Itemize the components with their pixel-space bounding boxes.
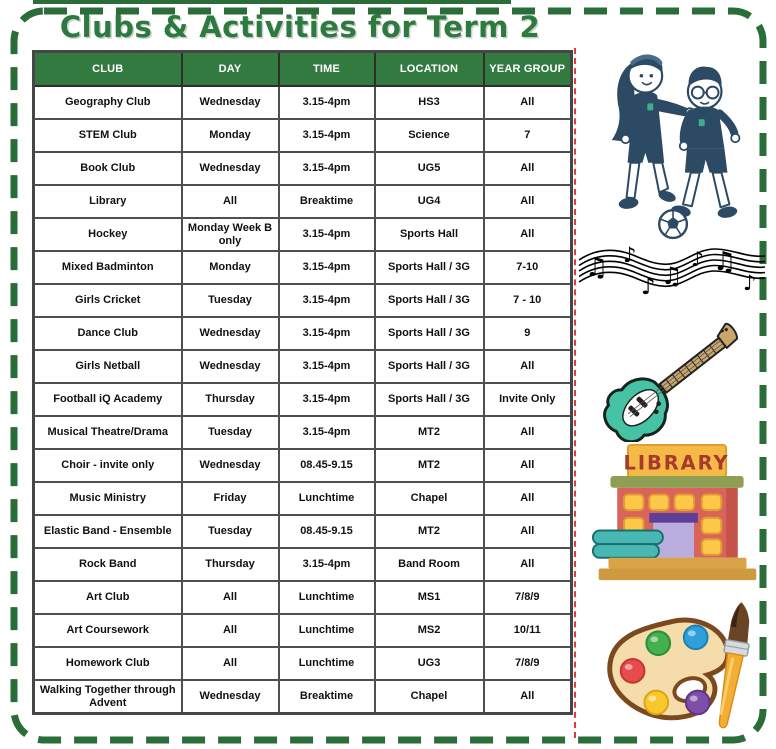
table-cell: Wednesday [182, 680, 279, 714]
table-cell: Thursday [182, 383, 279, 416]
table-cell: MT2 [375, 449, 484, 482]
table-cell: STEM Club [34, 119, 182, 152]
table-cell: All [484, 218, 572, 251]
table-cell: Sports Hall / 3G [375, 284, 484, 317]
table-row [34, 680, 572, 714]
table-cell: Geography Club [34, 86, 182, 119]
table-cell: 10/11 [484, 614, 572, 647]
table-cell: Lunchtime [279, 614, 375, 647]
svg-text:♫: ♫ [661, 262, 683, 290]
table-cell: MT2 [375, 515, 484, 548]
column-header: CLUB [34, 52, 182, 87]
library-illustration [584, 443, 770, 589]
table-cell: Monday [182, 119, 279, 152]
table-header-row [34, 52, 572, 87]
table-cell: Football iQ Academy [34, 383, 182, 416]
table-row [34, 581, 572, 614]
table-cell: All [484, 680, 572, 714]
guitar-illustration [597, 298, 765, 447]
table-cell: Choir - invite only [34, 449, 182, 482]
table-cell: 3.15-4pm [279, 317, 375, 350]
table-row [34, 86, 572, 119]
table-cell: Tuesday [182, 284, 279, 317]
table-cell: All [484, 185, 572, 218]
table-row [34, 251, 572, 284]
table-cell: Tuesday [182, 416, 279, 449]
table-cell: Breaktime [279, 680, 375, 714]
table-row [34, 515, 572, 548]
page-title: Clubs & Activities for Term 2 [59, 10, 541, 44]
table-cell: Science [375, 119, 484, 152]
table-cell: 3.15-4pm [279, 548, 375, 581]
table-cell: All [182, 185, 279, 218]
table-cell: All [484, 449, 572, 482]
library-building-icon [584, 443, 770, 584]
clubs-table [32, 50, 573, 715]
table-cell: Sports Hall / 3G [375, 350, 484, 383]
table-cell: Band Room [375, 548, 484, 581]
table-cell: All [484, 482, 572, 515]
table-row [34, 614, 572, 647]
table-cell: 3.15-4pm [279, 152, 375, 185]
table-cell: Thursday [182, 548, 279, 581]
table-cell: Musical Theatre/Drama [34, 416, 182, 449]
table-cell: 3.15-4pm [279, 251, 375, 284]
table-cell: 7 - 10 [484, 284, 572, 317]
table-cell: All [484, 152, 572, 185]
table-cell: Chapel [375, 680, 484, 714]
svg-text:♪: ♪ [641, 274, 656, 300]
column-header: TIME [279, 52, 375, 87]
table-cell: All [484, 86, 572, 119]
table-row [34, 317, 572, 350]
table-row [34, 383, 572, 416]
soccer-kids-icon [588, 42, 766, 240]
table-cell: All [484, 515, 572, 548]
table-cell: Homework Club [34, 647, 182, 680]
table-cell: 3.15-4pm [279, 416, 375, 449]
table-cell: Art Club [34, 581, 182, 614]
table-cell: Rock Band [34, 548, 182, 581]
table-cell: 08.45-9.15 [279, 449, 375, 482]
table-cell: Wednesday [182, 86, 279, 119]
table-cell: 7/8/9 [484, 647, 572, 680]
svg-text:♪: ♪ [743, 271, 757, 295]
table-cell: Invite Only [484, 383, 572, 416]
table-cell: 08.45-9.15 [279, 515, 375, 548]
table-cell: Elastic Band - Ensemble [34, 515, 182, 548]
table-cell: Lunchtime [279, 647, 375, 680]
table-cell: Lunchtime [279, 482, 375, 515]
table-cell: Walking Together through Advent [34, 680, 182, 714]
table-cell: Dance Club [34, 317, 182, 350]
column-header: DAY [182, 52, 279, 87]
table-cell: Music Ministry [34, 482, 182, 515]
table-cell: Library [34, 185, 182, 218]
column-header: LOCATION [375, 52, 484, 87]
table-cell: Book Club [34, 152, 182, 185]
library-sign-text: LIBRARY [623, 451, 730, 475]
table-cell: Chapel [375, 482, 484, 515]
table-cell: Wednesday [182, 350, 279, 383]
table-cell: Mixed Badminton [34, 251, 182, 284]
table-cell: Lunchtime [279, 581, 375, 614]
table-cell: Sports Hall / 3G [375, 383, 484, 416]
page-break-line [574, 48, 576, 738]
table-cell: 7 [484, 119, 572, 152]
table-cell: MT2 [375, 416, 484, 449]
table-cell: Sports Hall [375, 218, 484, 251]
svg-text:♫: ♫ [713, 247, 737, 277]
table-row [34, 647, 572, 680]
table-cell: Tuesday [182, 515, 279, 548]
table-cell: Wednesday [182, 152, 279, 185]
table-row [34, 119, 572, 152]
table-row [34, 152, 572, 185]
palette-illustration [587, 588, 765, 739]
svg-text:♫: ♫ [585, 253, 609, 283]
table-cell: Sports Hall / 3G [375, 317, 484, 350]
table-row [34, 416, 572, 449]
table-cell: Sports Hall / 3G [375, 251, 484, 284]
table-cell: Girls Cricket [34, 284, 182, 317]
table-cell: UG4 [375, 185, 484, 218]
table-cell: HS3 [375, 86, 484, 119]
table-cell: 3.15-4pm [279, 86, 375, 119]
table-cell: All [484, 350, 572, 383]
svg-text:♪: ♪ [623, 243, 637, 267]
table-cell: Breaktime [279, 185, 375, 218]
table-cell: Art Coursework [34, 614, 182, 647]
table-cell: Wednesday [182, 317, 279, 350]
table-cell: Hockey [34, 218, 182, 251]
music-notes-icon [577, 238, 767, 300]
column-header: YEAR GROUP [484, 52, 572, 87]
table-cell: All [484, 548, 572, 581]
table-row [34, 185, 572, 218]
music-notes-illustration [577, 238, 767, 305]
table-cell: 3.15-4pm [279, 119, 375, 152]
table-cell: All [182, 581, 279, 614]
table-cell: 3.15-4pm [279, 284, 375, 317]
table-cell: Wednesday [182, 449, 279, 482]
soccer-kids-illustration [588, 42, 766, 245]
table-cell: 3.15-4pm [279, 218, 375, 251]
table-row [34, 284, 572, 317]
table-cell: 3.15-4pm [279, 383, 375, 416]
table-cell: UG5 [375, 152, 484, 185]
table-cell: Friday [182, 482, 279, 515]
table-cell: UG3 [375, 647, 484, 680]
table-cell: Girls Netball [34, 350, 182, 383]
svg-text:♪: ♪ [691, 247, 704, 271]
table-cell: All [182, 614, 279, 647]
table-row [34, 449, 572, 482]
table-row [34, 218, 572, 251]
paint-palette-icon [587, 588, 765, 734]
table-cell: All [484, 416, 572, 449]
table-row [34, 548, 572, 581]
electric-guitar-icon [597, 298, 765, 442]
table-row [34, 350, 572, 383]
table-cell: Monday Week B only [182, 218, 279, 251]
table-cell: Monday [182, 251, 279, 284]
table-cell: 3.15-4pm [279, 350, 375, 383]
table-cell: 7-10 [484, 251, 572, 284]
table-cell: 7/8/9 [484, 581, 572, 614]
table-cell: MS1 [375, 581, 484, 614]
table-cell: All [182, 647, 279, 680]
table-cell: 9 [484, 317, 572, 350]
table-cell: MS2 [375, 614, 484, 647]
table-row [34, 482, 572, 515]
